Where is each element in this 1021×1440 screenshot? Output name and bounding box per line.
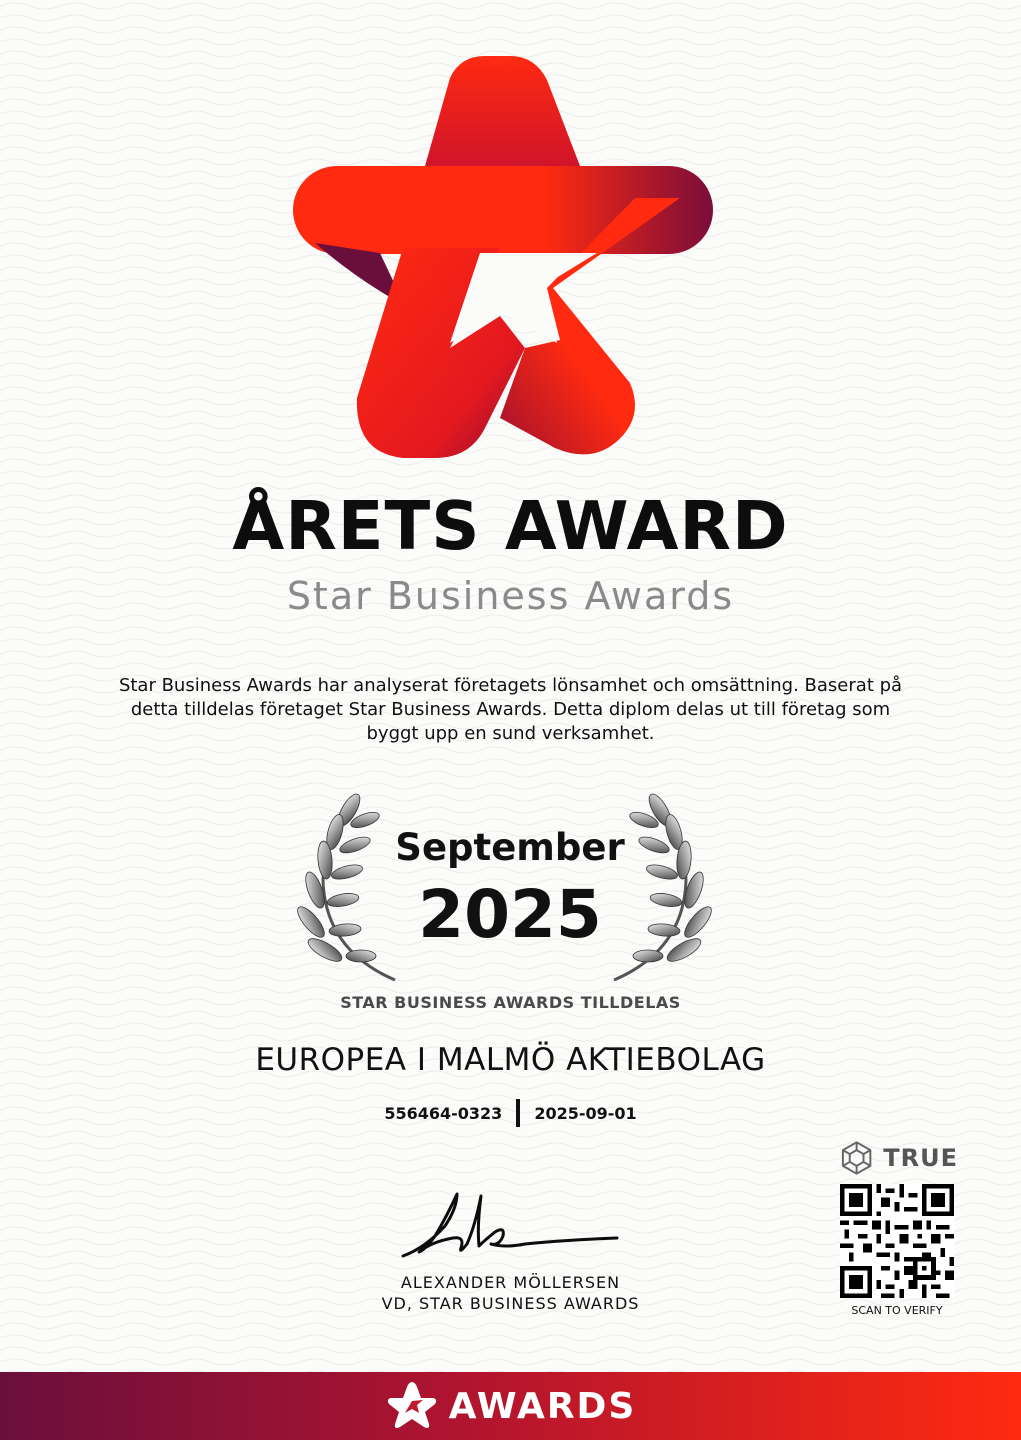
footer-awards-label: AWARDS [448,1385,637,1427]
star-logo-icon [285,48,720,468]
cube-icon [838,1139,875,1177]
org-number: 556464-0323 [384,1103,503,1123]
company-meta-row [0,1098,1021,1128]
scan-to-verify-label: SCAN TO VERIFY [851,1304,943,1317]
award-month: September [395,826,625,869]
signer-name: ALEXANDER MÖLLERSEN [400,1273,621,1292]
true-verification-badge [838,1138,958,1178]
qr-code[interactable] [840,1184,954,1298]
signer-role: VD, STAR BUSINESS AWARDS [381,1294,640,1313]
award-subtitle: Star Business Awards [286,574,735,618]
awarded-to-label: STAR BUSINESS AWARDS TILLDELAS [340,993,681,1012]
award-date: 2025-09-01 [534,1103,637,1123]
true-label: TRUE [883,1144,958,1172]
signature-image [395,1186,625,1266]
award-year: 2025 [418,876,602,953]
footer-banner [0,1372,1021,1440]
award-description: Star Business Awards har analyserat företagets lönsamhet och omsättning. Baserat på detta tilldelas företaget Star Business Awards. Detta diplom delas ut till företag som byggt upp en sund verksamhet. [118,675,903,744]
company-name: EUROPEA I MALMÖ AKTIEBOLAG [255,1042,766,1078]
award-title: ÅRETS AWARD [232,487,789,565]
meta-divider [516,1099,520,1127]
star-icon [385,1379,439,1433]
